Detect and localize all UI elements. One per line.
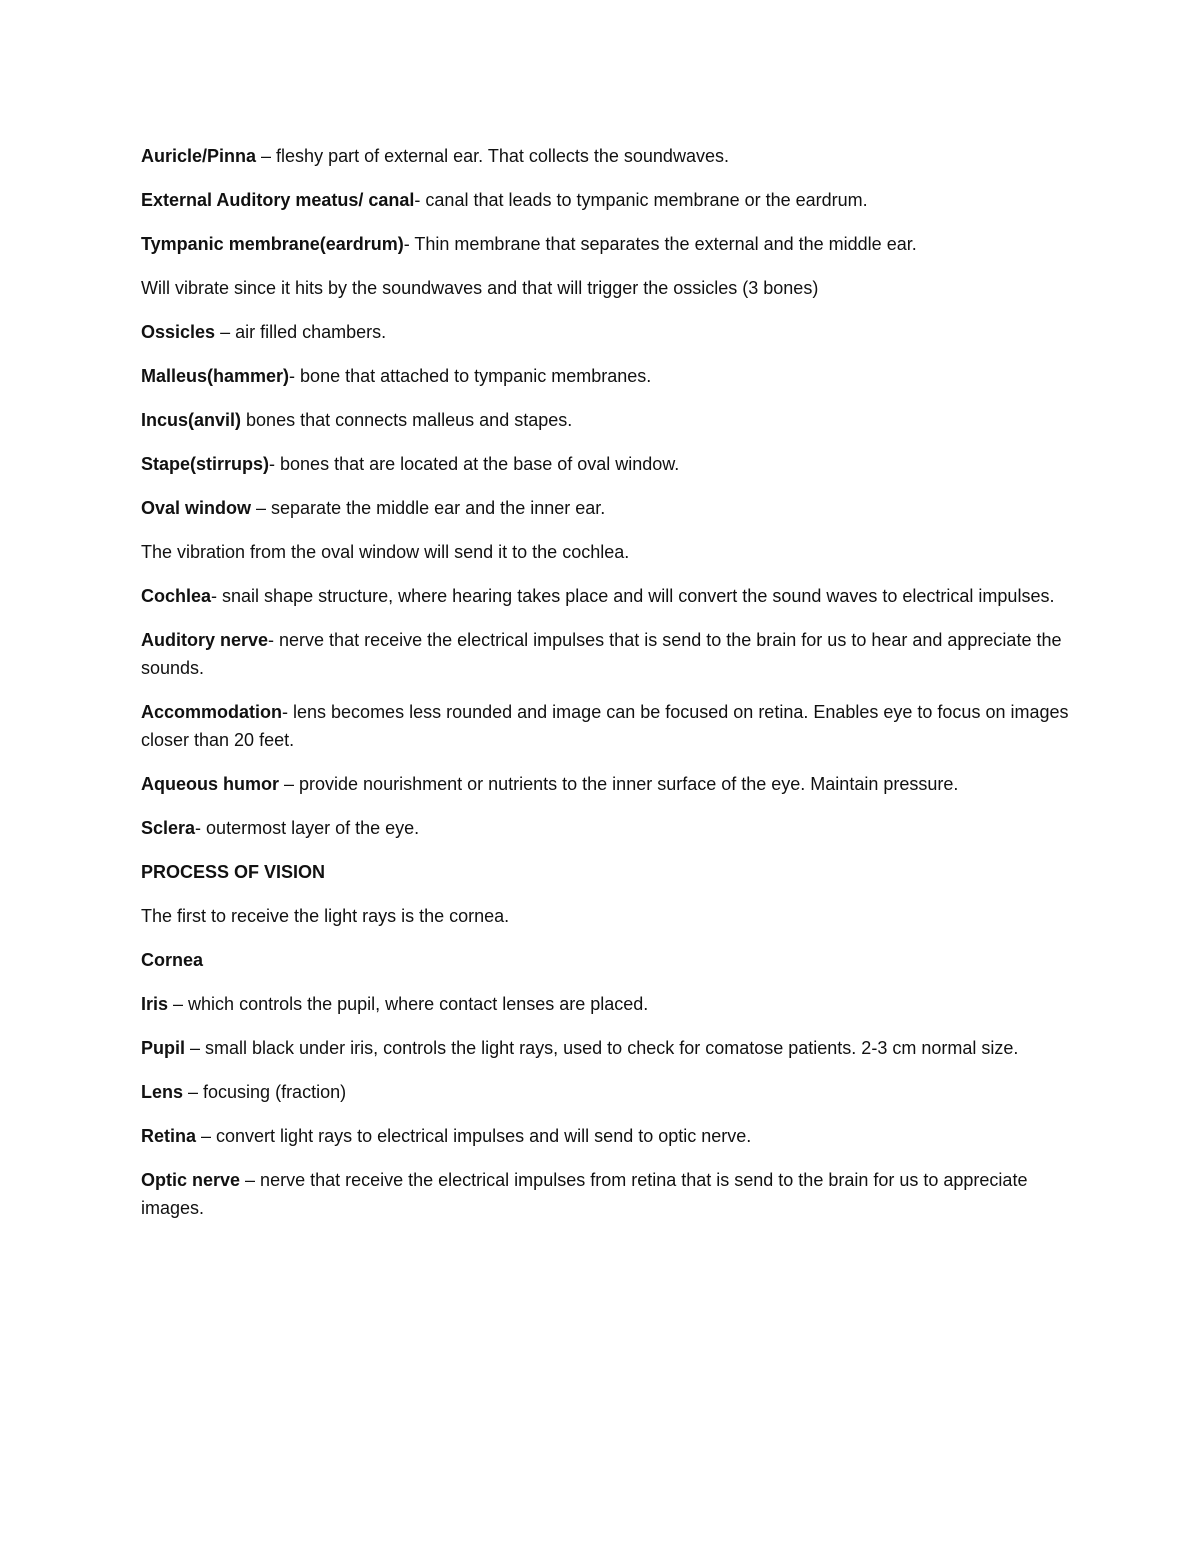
paragraph-auditory-nerve: [141, 626, 1071, 682]
paragraph-tympanic-membrane: [141, 230, 1071, 258]
term-label: Incus(anvil): [141, 410, 242, 430]
term-label: Retina: [141, 1126, 197, 1146]
term-description: – small black under iris, controls the light rays, used to check for comatose patients. 2-3 cm normal size.: [185, 1038, 1019, 1058]
paragraph-malleus: [141, 362, 1071, 390]
term-description: Will vibrate since it hits by the soundwaves and that will trigger the ossicles (3 bones): [141, 278, 819, 298]
paragraph-ossicles: [141, 318, 1071, 346]
paragraph-oval-window: [141, 494, 1071, 522]
term-description: The first to receive the light rays is the cornea.: [141, 906, 510, 926]
term-description: - bone that attached to tympanic membranes.: [289, 366, 652, 386]
term-label: Sclera: [141, 818, 196, 838]
document-body: [141, 142, 1071, 1238]
term-label: Optic nerve: [141, 1170, 241, 1190]
term-description: - nerve that receive the electrical impulses that is send to the brain for us to hear and appreciate the sounds.: [141, 630, 1062, 678]
paragraph-optic-nerve: [141, 1166, 1071, 1222]
term-label: Auricle/Pinna: [141, 146, 257, 166]
paragraph-sclera: [141, 814, 1071, 842]
paragraph-cornea: [141, 946, 1071, 974]
term-label: Accommodation: [141, 702, 283, 722]
term-label: Tympanic membrane(eardrum): [141, 234, 404, 254]
term-label: Lens: [141, 1082, 184, 1102]
paragraph-retina: [141, 1122, 1071, 1150]
term-description: - snail shape structure, where hearing takes place and will convert the sound waves to electrical impulses.: [211, 586, 1055, 606]
term-label: Stape(stirrups): [141, 454, 270, 474]
term-description: - lens becomes less rounded and image can be focused on retina. Enables eye to focus on images closer than 20 feet.: [141, 702, 1069, 750]
paragraph-iris: [141, 990, 1071, 1018]
term-label: Cornea: [141, 950, 204, 970]
term-label: Aqueous humor: [141, 774, 279, 794]
term-description: – which controls the pupil, where contact lenses are placed.: [168, 994, 649, 1014]
term-description: bones that connects malleus and stapes.: [241, 410, 573, 430]
paragraph-vibration-cochlea: [141, 538, 1071, 566]
term-description: - Thin membrane that separates the external and the middle ear.: [403, 234, 917, 254]
term-label: Iris: [141, 994, 169, 1014]
term-label: Ossicles: [141, 322, 216, 342]
paragraph-aqueous-humor: [141, 770, 1071, 798]
term-description: – provide nourishment or nutrients to the inner surface of the eye. Maintain pressure.: [279, 774, 959, 794]
paragraph-first-receive: [141, 902, 1071, 930]
paragraph-incus: [141, 406, 1071, 434]
term-description: – nerve that receive the electrical impulses from retina that is send to the brain for us to appreciate images.: [141, 1170, 1028, 1218]
paragraph-pupil: [141, 1034, 1071, 1062]
term-description: – focusing (fraction): [183, 1082, 347, 1102]
paragraph-external-auditory-meatus: [141, 186, 1071, 214]
term-label: Oval window: [141, 498, 252, 518]
term-label: Malleus(hammer): [141, 366, 290, 386]
section-heading: PROCESS OF VISION: [141, 862, 326, 882]
paragraph-vibrate-note: [141, 274, 1071, 302]
paragraph-stape: [141, 450, 1071, 478]
paragraph-cochlea: [141, 582, 1071, 610]
term-description: – fleshy part of external ear. That collects the soundwaves.: [256, 146, 729, 166]
paragraph-accommodation: [141, 698, 1071, 754]
term-description: - outermost layer of the eye.: [195, 818, 420, 838]
term-label: Pupil: [141, 1038, 185, 1058]
paragraph-auricle: [141, 142, 1071, 170]
term-description: - canal that leads to tympanic membrane or the eardrum.: [414, 190, 868, 210]
term-description: – convert light rays to electrical impulses and will send to optic nerve.: [196, 1126, 752, 1146]
term-description: - bones that are located at the base of oval window.: [269, 454, 680, 474]
term-description: The vibration from the oval window will send it to the cochlea.: [141, 542, 630, 562]
term-label: Cochlea: [141, 586, 212, 606]
term-label: Auditory nerve: [141, 630, 269, 650]
term-description: – separate the middle ear and the inner ear.: [251, 498, 606, 518]
term-label: External Auditory meatus/ canal: [141, 190, 415, 210]
paragraph-lens: [141, 1078, 1071, 1106]
term-description: – air filled chambers.: [215, 322, 387, 342]
